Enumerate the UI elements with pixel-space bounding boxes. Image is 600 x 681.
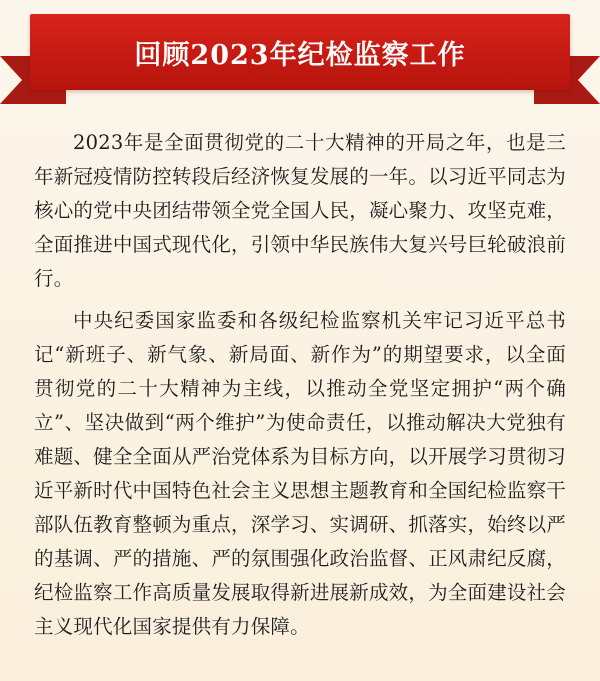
paragraph-2: 中央纪委国家监委和各级纪检监察机关牢记习近平总书记“新班子、新气象、新局面、新作为”的期望要求，以全面贯彻党的二十大精神为主线，以推动全党坚定拥护“两个确立”、坚决做到“两个维护”为使命责任，以推动解决大党独有难题、健全全面从严治党体系为目标方向，以开展学习贯彻习近平新时代中国特色社会主义思想主题教育和全国纪检监察干部队伍教育整顿为重点，深学习、实调研、抓落实，始终以严的基调、严的措施、严的氛围强化政治监督、正风肃纪反腐，纪检监察工作高质量发展取得新进展新成效，为全面建设社会主义现代化国家提供有力保障。 <box>34 309 566 638</box>
header-banner <box>0 0 600 112</box>
banner-plate <box>30 14 570 90</box>
paragraph-1: 2023年是全面贯彻党的二十大精神的开局之年，也是三年新冠疫情防控转段后经济恢复发展的一年。以习近平同志为核心的党中央团结带领全党全国人民，凝心聚力、攻坚克难，全面推进中国式现代化，引领中华民族伟大复兴号巨轮破浪前行。 <box>34 131 566 290</box>
article-body <box>0 112 600 644</box>
page-title: 回顾2023年纪检监察工作 <box>134 39 466 71</box>
